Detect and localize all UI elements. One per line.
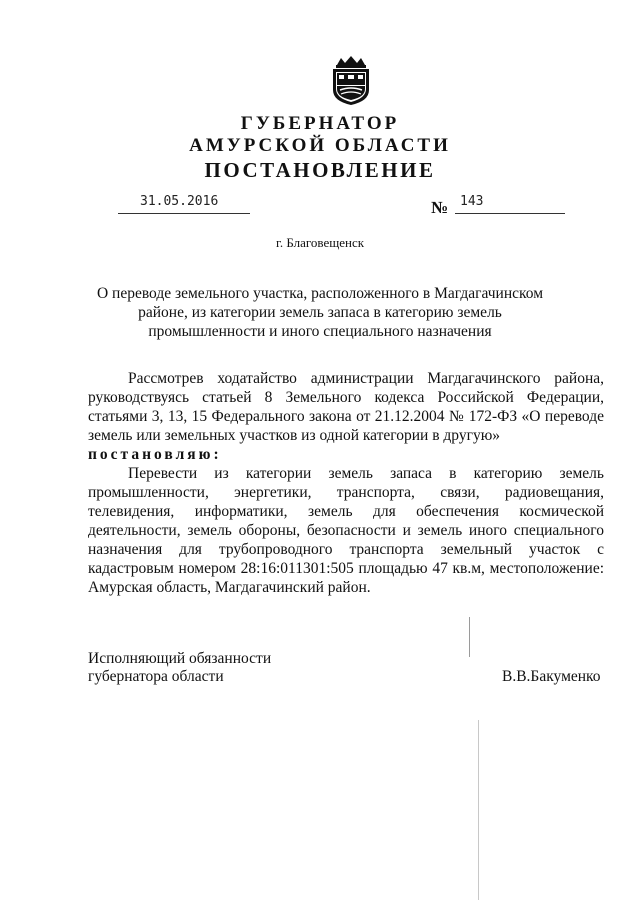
resolve-word: постановляю: [88, 446, 222, 463]
scan-artifact-line [478, 720, 479, 900]
date-underline [118, 213, 250, 214]
number-value: 143 [460, 194, 484, 209]
document-body [88, 369, 604, 597]
preamble-paragraph: Рассмотрев ходатайство администрации Магдагачинского района, руководствуясь статьей 8 Земельного кодекса Российской Федерации, статьями 3, 13, 15 Федерального закона от 21.12.2004 № 172-ФЗ «О переводе земель или земельных участков из одной категории в другую» [88, 370, 604, 444]
city-name: г. Благовещенск [275, 235, 365, 250]
date-value: 31.05.2016 [140, 194, 219, 209]
document-subject: О переводе земельного участка, расположенного в Магдагачинском районе, из категории земель запаса в категорию земель промышленности и иного специального назначения [96, 285, 544, 340]
signatory-position [88, 650, 271, 686]
resolution-paragraph: Перевести из категории земель запаса в категорию земель промышленности, энергетики, транспорта, связи, радиовещания, телевидения, информатики, земель для обеспечения космической деятельности, земель обороны, безопасности и земель иного специального назначения для трубопроводного транспорта земельный участок с кадастровым номером 28:16:011301:505 площадью 47 кв.м, местоположение: Амурская область, Магдагачинский район. [88, 465, 604, 596]
number-field [455, 194, 565, 214]
date-field [118, 194, 250, 214]
number-underline [455, 213, 565, 214]
document-type: ПОСТАНОВЛЕНИЕ [204, 158, 436, 182]
amur-oblast-coat-of-arms-icon [327, 56, 375, 106]
issuer-title: ГУБЕРНАТОР [240, 113, 400, 134]
scan-artifact-line [469, 617, 470, 657]
signatory-name: В.В.Бакуменко [502, 668, 601, 685]
issuer-region: АМУРСКОЙ ОБЛАСТИ [189, 135, 451, 156]
number-sign: № [431, 198, 449, 217]
signatory-position-line1: Исполняющий обязанности [88, 650, 272, 667]
signatory-position-line2: губернатора области [88, 668, 224, 685]
